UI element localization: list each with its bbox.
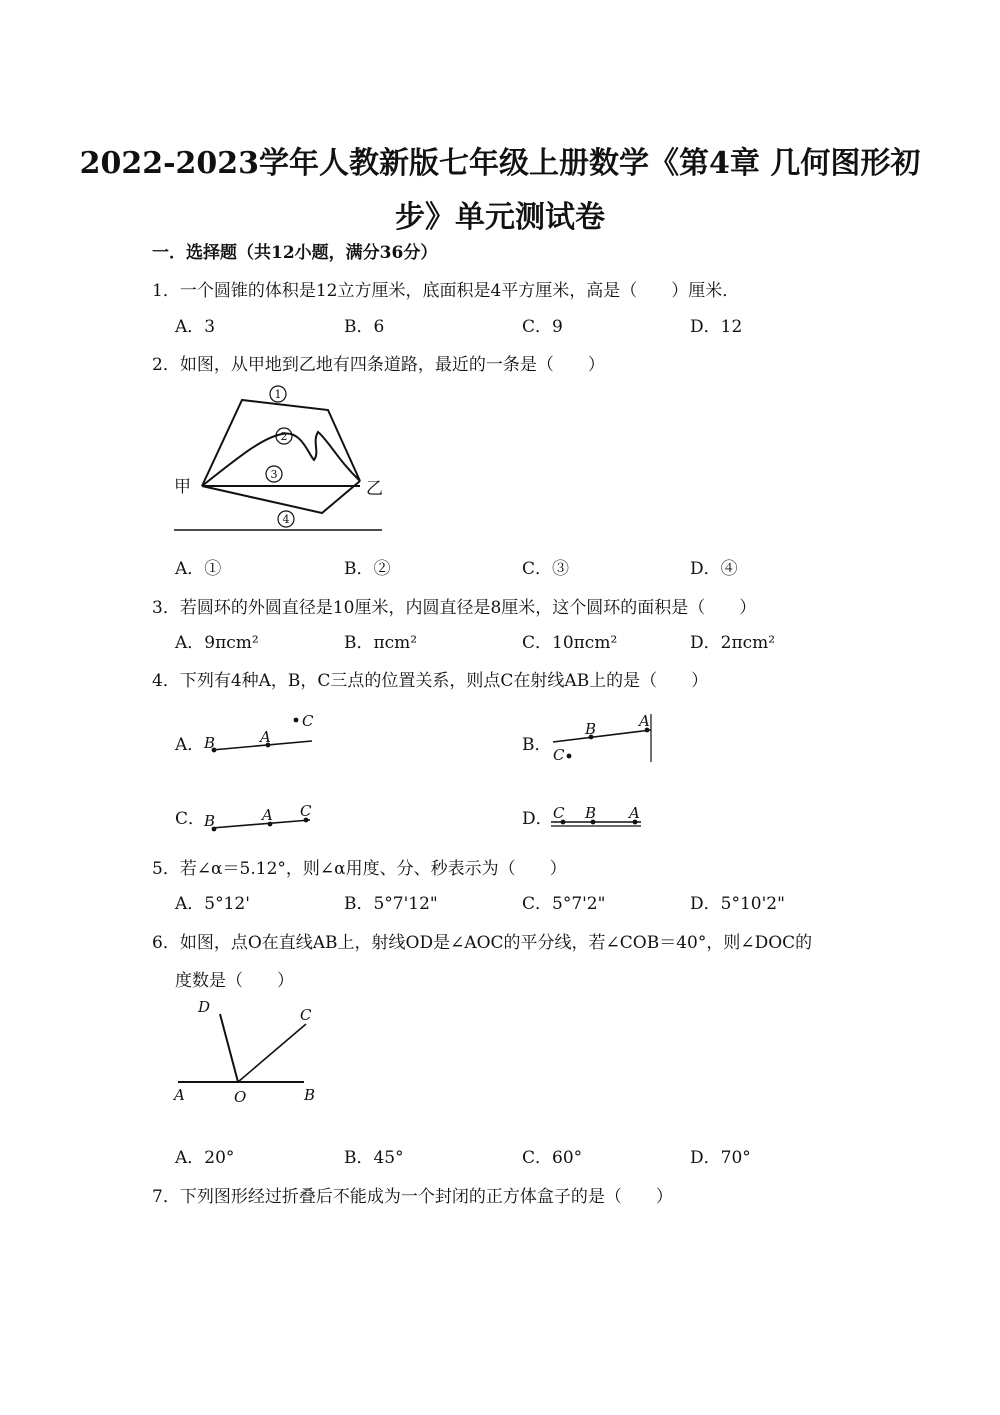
- svg-text:A: A: [639, 712, 650, 730]
- q6-option-c[interactable]: C．60°: [522, 1148, 583, 1168]
- svg-text:A: A: [174, 1086, 185, 1104]
- q2-option-b[interactable]: B．②: [344, 559, 391, 579]
- svg-text:C: C: [553, 804, 565, 822]
- question-5: 5．若∠α＝5.12°，则∠α用度、分、秒表示为（ ）: [152, 859, 567, 879]
- question-6: 6．如图，点O在直线AB上，射线OD是∠AOC的平分线，若∠COB＝40°，则∠DOC的: [152, 933, 813, 953]
- page-title: 2022-2023学年人教新版七年级上册数学《第4章 几何图形初: [79, 146, 921, 181]
- svg-text:O: O: [234, 1088, 247, 1106]
- page-title-line2: 步》单元测试卷: [395, 200, 605, 235]
- question-6-line2: 度数是（ ）: [175, 971, 294, 991]
- svg-text:C: C: [553, 746, 565, 764]
- route-2-label: 2: [280, 430, 288, 443]
- svg-text:C: C: [302, 712, 314, 730]
- q4-figure-d[interactable]: [545, 798, 655, 838]
- question-7: 7．下列图形经过折叠后不能成为一个封闭的正方体盒子的是（ ）: [152, 1187, 673, 1207]
- q1-option-d[interactable]: D．12: [690, 317, 743, 337]
- svg-text:B: B: [204, 734, 216, 752]
- q3-option-b[interactable]: B．πcm²: [344, 633, 418, 653]
- q2-option-a[interactable]: A．①: [175, 559, 222, 579]
- question-2: 2．如图，从甲地到乙地有四条道路，最近的一条是（ ）: [152, 355, 605, 375]
- q4-figure-c[interactable]: [200, 798, 320, 838]
- question-3: 3．若圆环的外圆直径是10厘米，内圆直径是8厘米，这个圆环的面积是（ ）: [152, 598, 757, 618]
- q4-option-a-label[interactable]: A．: [175, 735, 205, 755]
- svg-text:B: B: [204, 812, 216, 830]
- svg-text:D: D: [198, 998, 211, 1016]
- q2-option-c[interactable]: C．③: [522, 559, 570, 579]
- q4-option-d-label[interactable]: D．: [522, 809, 553, 829]
- q1-option-a[interactable]: A．3: [175, 317, 216, 337]
- q6-option-a[interactable]: A．20°: [175, 1148, 235, 1168]
- question-4: 4．下列有4种A，B，C三点的位置关系，则点C在射线AB上的是（ ）: [152, 671, 709, 691]
- section-heading: 一．选择题（共12小题，满分36分）: [152, 243, 438, 263]
- svg-text:B: B: [585, 804, 597, 822]
- svg-text:A: A: [260, 728, 271, 746]
- q4-option-c-label[interactable]: C．: [175, 809, 206, 829]
- route-3-label: 3: [270, 468, 278, 481]
- q2-route-figure: [170, 378, 390, 538]
- q4-option-b-label[interactable]: B．: [522, 735, 552, 755]
- q6-angle-figure: [168, 992, 328, 1108]
- svg-text:B: B: [304, 1086, 316, 1104]
- svg-text:B: B: [585, 720, 597, 738]
- q1-option-b[interactable]: B．6: [344, 317, 385, 337]
- start-label: 甲: [174, 477, 191, 497]
- q5-option-a[interactable]: A．5°12': [175, 894, 250, 914]
- q5-option-c[interactable]: C．5°7'2": [522, 894, 606, 914]
- question-1: 1．一个圆锥的体积是12立方厘米，底面积是4平方厘米，高是（ ）厘米．: [152, 281, 740, 301]
- route-1-label: 1: [274, 388, 282, 401]
- q3-option-c[interactable]: C．10πcm²: [522, 633, 618, 653]
- q6-option-d[interactable]: D．70°: [690, 1148, 751, 1168]
- route-4-label: 4: [282, 513, 290, 526]
- q5-option-d[interactable]: D．5°10'2": [690, 894, 785, 914]
- q1-option-c[interactable]: C．9: [522, 317, 563, 337]
- q3-option-d[interactable]: D．2πcm²: [690, 633, 776, 653]
- q4-figure-a[interactable]: [200, 708, 330, 758]
- svg-text:A: A: [262, 806, 273, 824]
- q5-option-b[interactable]: B．5°7'12": [344, 894, 438, 914]
- svg-text:C: C: [300, 802, 312, 820]
- q2-option-d[interactable]: D．④: [690, 559, 738, 579]
- q4-figure-b[interactable]: [545, 708, 665, 768]
- svg-text:A: A: [629, 804, 640, 822]
- q6-option-b[interactable]: B．45°: [344, 1148, 404, 1168]
- svg-text:C: C: [300, 1006, 312, 1024]
- end-label: 乙: [366, 479, 383, 499]
- q3-option-a[interactable]: A．9πcm²: [175, 633, 259, 653]
